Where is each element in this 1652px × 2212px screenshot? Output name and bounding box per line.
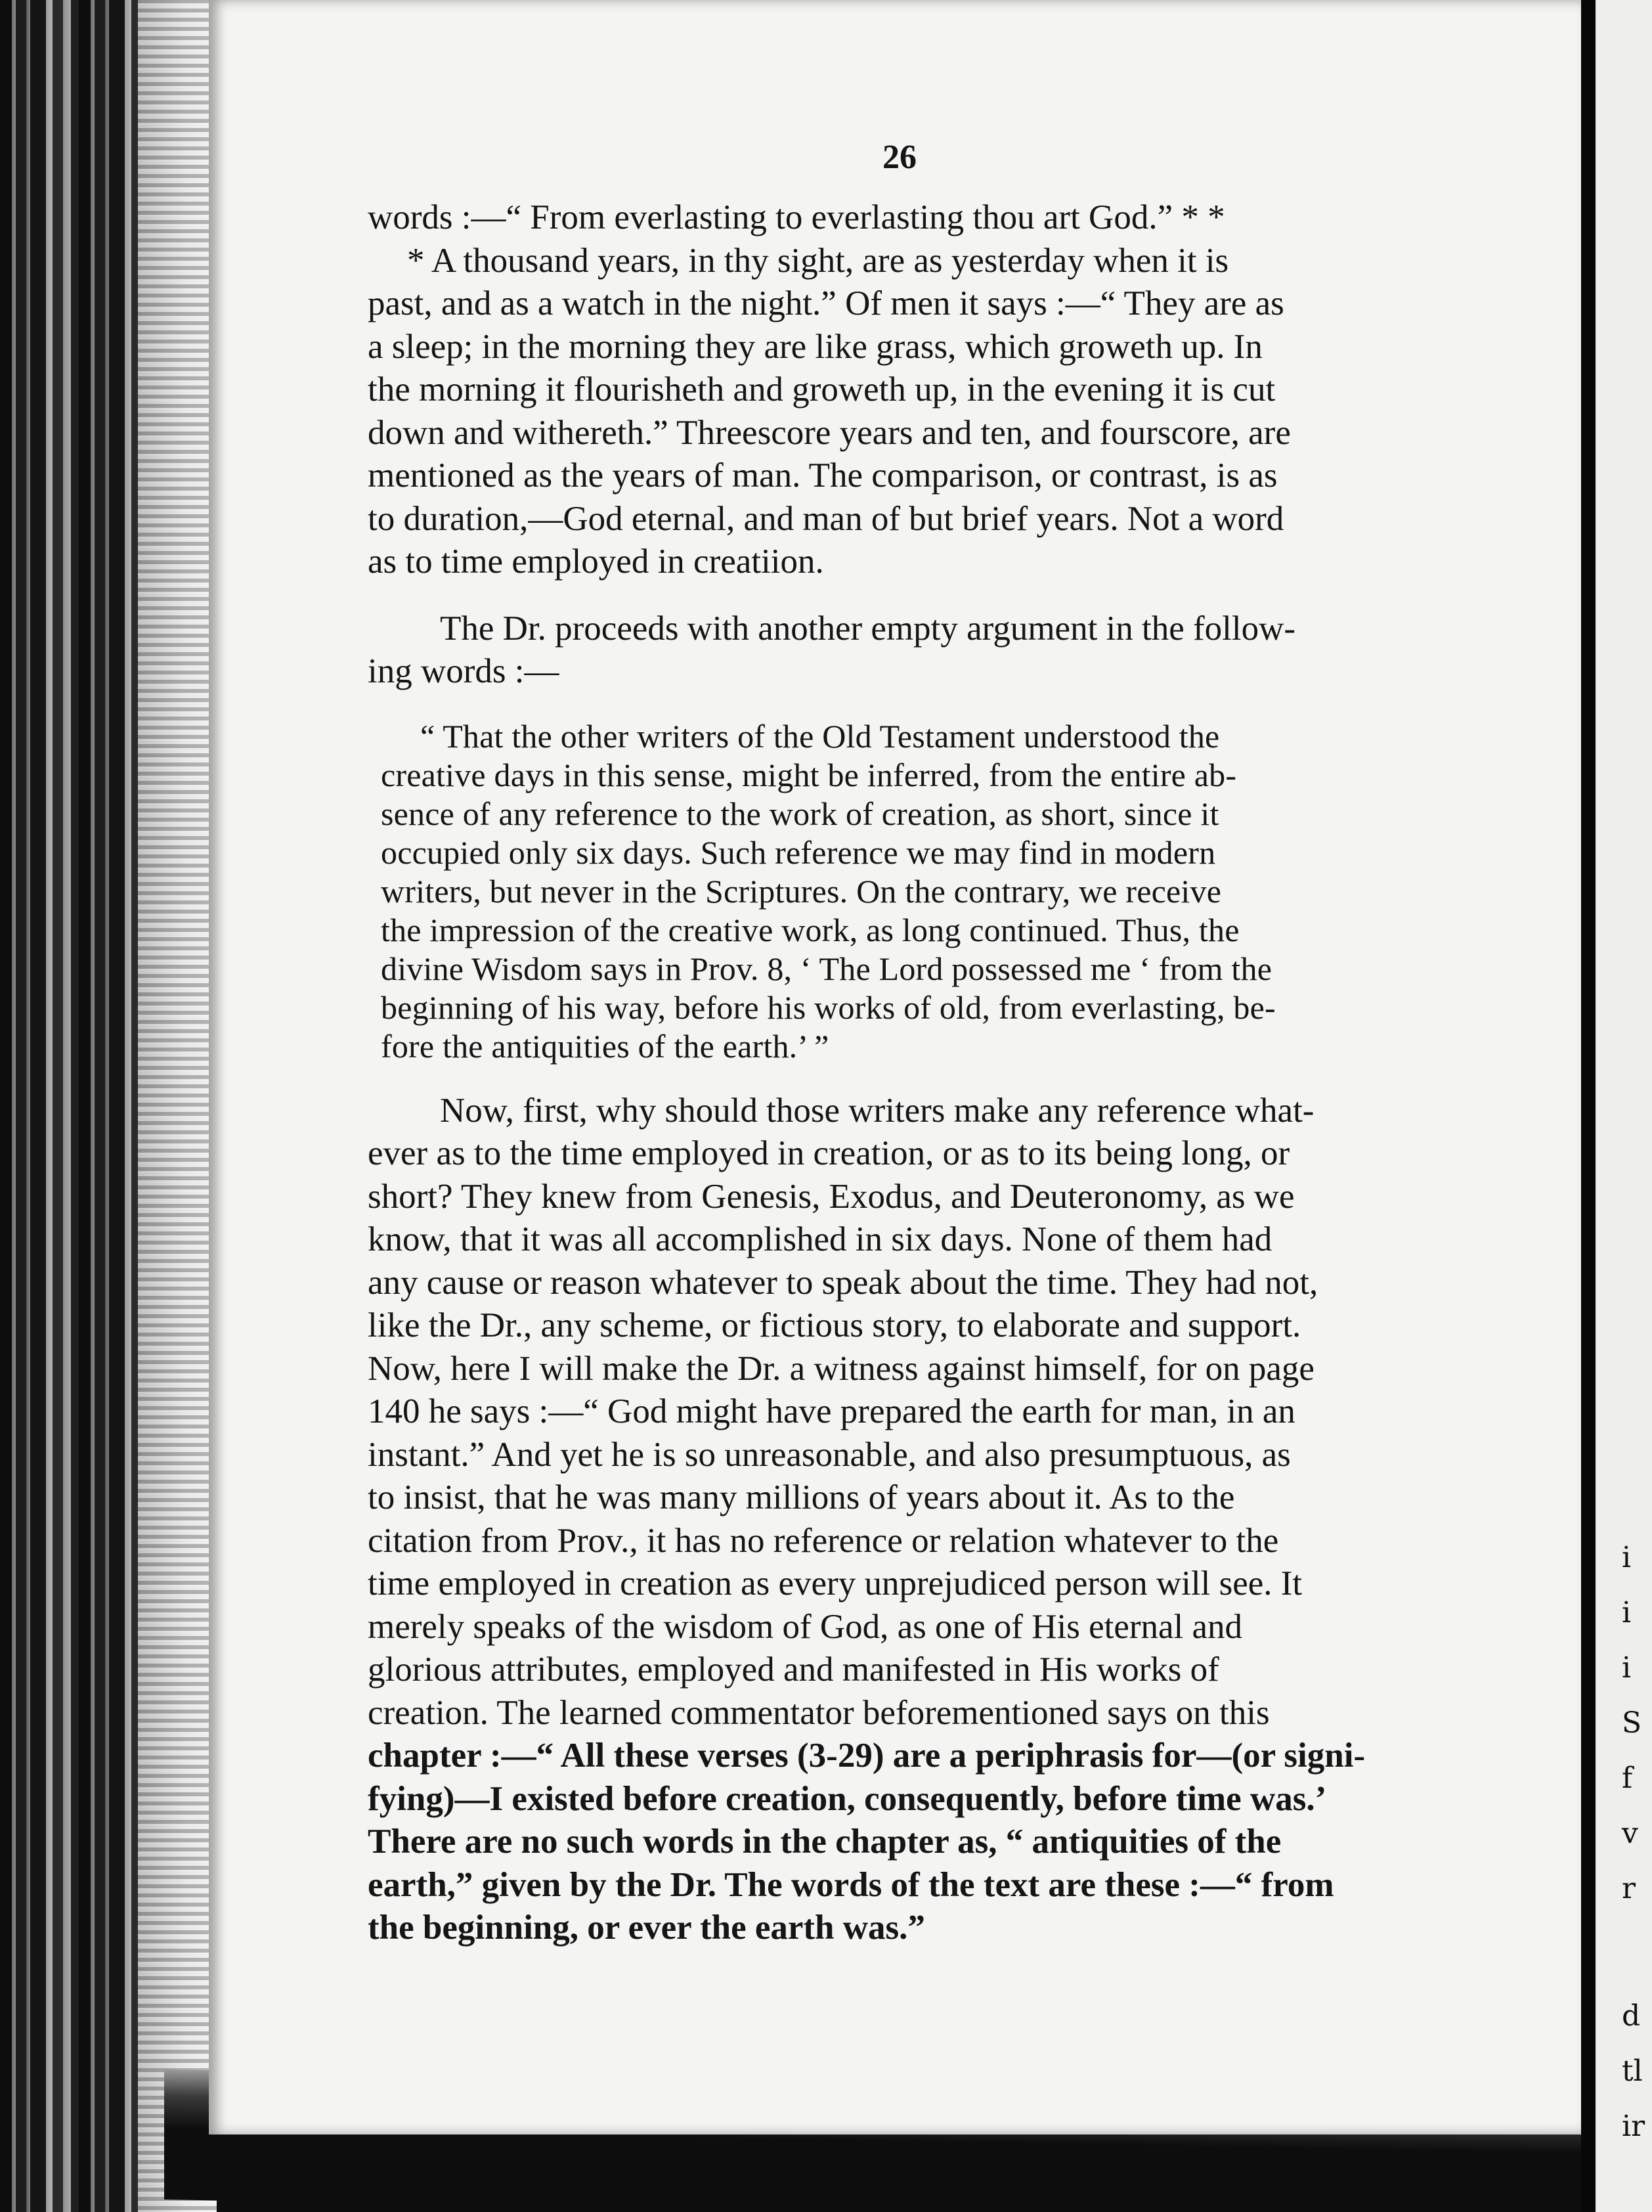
fragment: i xyxy=(1622,1541,1632,1574)
text-line: the beginning, or ever the earth was.” xyxy=(368,1909,925,1947)
paragraph-3 xyxy=(368,1090,1484,1950)
block-quote xyxy=(381,717,1464,1066)
text-line: down and withereth.” Threescore years and ten, and fourscore, are xyxy=(368,413,1291,452)
text-line: as to time employed in creatiion. xyxy=(368,542,824,581)
text-line: past, and as a watch in the night.” Of men it says :—“ They are as xyxy=(368,284,1284,322)
fragment: ir xyxy=(1622,2110,1645,2143)
quote-line: the impression of the creative work, as long continued. Thus, the xyxy=(381,911,1240,948)
text-line: glorious attributes, employed and manifested in His works of xyxy=(368,1650,1219,1689)
text-line: short? They knew from Genesis, Exodus, and Deuteronomy, as we xyxy=(368,1177,1295,1216)
fragment: tl xyxy=(1622,2054,1643,2088)
text-line: * A thousand years, in thy sight, are as yesterday when it is xyxy=(407,241,1229,280)
quote-line: creative days in this sense, might be inferred, from the entire ab- xyxy=(381,756,1237,793)
quote-line: divine Wisdom says in Prov. 8, ‘ The Lord possessed me ‘ from the xyxy=(381,950,1272,987)
text-line: ever as to the time employed in creation, or as to its being long, or xyxy=(368,1134,1290,1172)
text-line: creation. The learned commentator beforementioned says on this xyxy=(368,1693,1270,1732)
paragraph-1 xyxy=(368,196,1484,584)
text-line: There are no such words in the chapter as, “ antiquities of the xyxy=(368,1823,1282,1861)
fragment: i xyxy=(1622,1596,1632,1629)
text-line: to duration,—God eternal, and man of but brief years. Not a word xyxy=(368,499,1284,538)
fragment: d xyxy=(1622,1999,1641,2033)
quote-line: sence of any reference to the work of creation, as short, since it xyxy=(381,795,1219,832)
quote-line: beginning of his way, before his works of old, from everlasting, be- xyxy=(381,988,1276,1026)
fragment: f xyxy=(1622,1761,1633,1795)
text-line: merely speaks of the wisdom of God, as one of His eternal and xyxy=(368,1607,1243,1646)
text-line: instant.” And yet he is so unreasonable, and also presumptuous, as xyxy=(368,1435,1291,1474)
fragment: r xyxy=(1622,1872,1636,1905)
quote-line: occupied only six days. Such reference we may find in modern xyxy=(381,833,1216,871)
text-line: mentioned as the years of man. The comparison, or contrast, is as xyxy=(368,456,1278,495)
text-line: 140 he says :—“ God might have prepared the earth for man, in an xyxy=(368,1392,1295,1430)
text-line: the morning it flourisheth and groweth up, in the evening it is cut xyxy=(368,370,1276,409)
text-line: citation from Prov., it has no reference or relation whatever to the xyxy=(368,1521,1279,1560)
text-line: any cause or reason whatever to speak about the time. They had not, xyxy=(368,1263,1318,1302)
text-line: fying)—I existed before creation, consequently, before time was.’ xyxy=(368,1779,1327,1818)
text-line: The Dr. proceeds with another empty argument in the follow- xyxy=(440,609,1296,648)
page-edge-stack xyxy=(138,0,217,2212)
page-number: 26 xyxy=(882,139,917,176)
fragment: i xyxy=(1622,1651,1632,1685)
text-line: to insist, that he was many millions of years about it. As to the xyxy=(368,1478,1235,1516)
page-divider xyxy=(1581,0,1596,2212)
quote-line: “ That the other writers of the Old Testament understood the xyxy=(420,717,1220,755)
fragment: v xyxy=(1622,1817,1638,1850)
fragment: S xyxy=(1622,1706,1642,1740)
page-text xyxy=(368,122,1484,1950)
paragraph-2 xyxy=(368,608,1484,694)
text-line: Now, here I will make the Dr. a witness against himself, for on page xyxy=(368,1349,1315,1388)
text-line: earth,” given by the Dr. The words of the text are these :—“ from xyxy=(368,1865,1334,1904)
text-line: Now, first, why should those writers make any reference what- xyxy=(440,1091,1315,1130)
text-line: know, that it was all accomplished in six days. None of them had xyxy=(368,1220,1272,1258)
quote-line: fore the antiquities of the earth.’ ” xyxy=(381,1027,829,1065)
text-line: a sleep; in the morning they are like grass, which groweth up. In xyxy=(368,327,1263,366)
text-line: ing words :— xyxy=(368,652,559,690)
text-line: time employed in creation as every unprejudiced person will see. It xyxy=(368,1564,1303,1603)
text-line: chapter :—“ All these verses (3-29) are a periphrasis for—(or signi- xyxy=(368,1736,1366,1775)
text-line: like the Dr., any scheme, or fictious story, to elaborate and support. xyxy=(368,1306,1301,1344)
next-page-text-fragments xyxy=(1622,1530,1652,2154)
text-line: words :—“ From everlasting to everlasting thou art God.” * * xyxy=(368,198,1225,236)
quote-line: writers, but never in the Scriptures. On the contrary, we receive xyxy=(381,872,1222,910)
